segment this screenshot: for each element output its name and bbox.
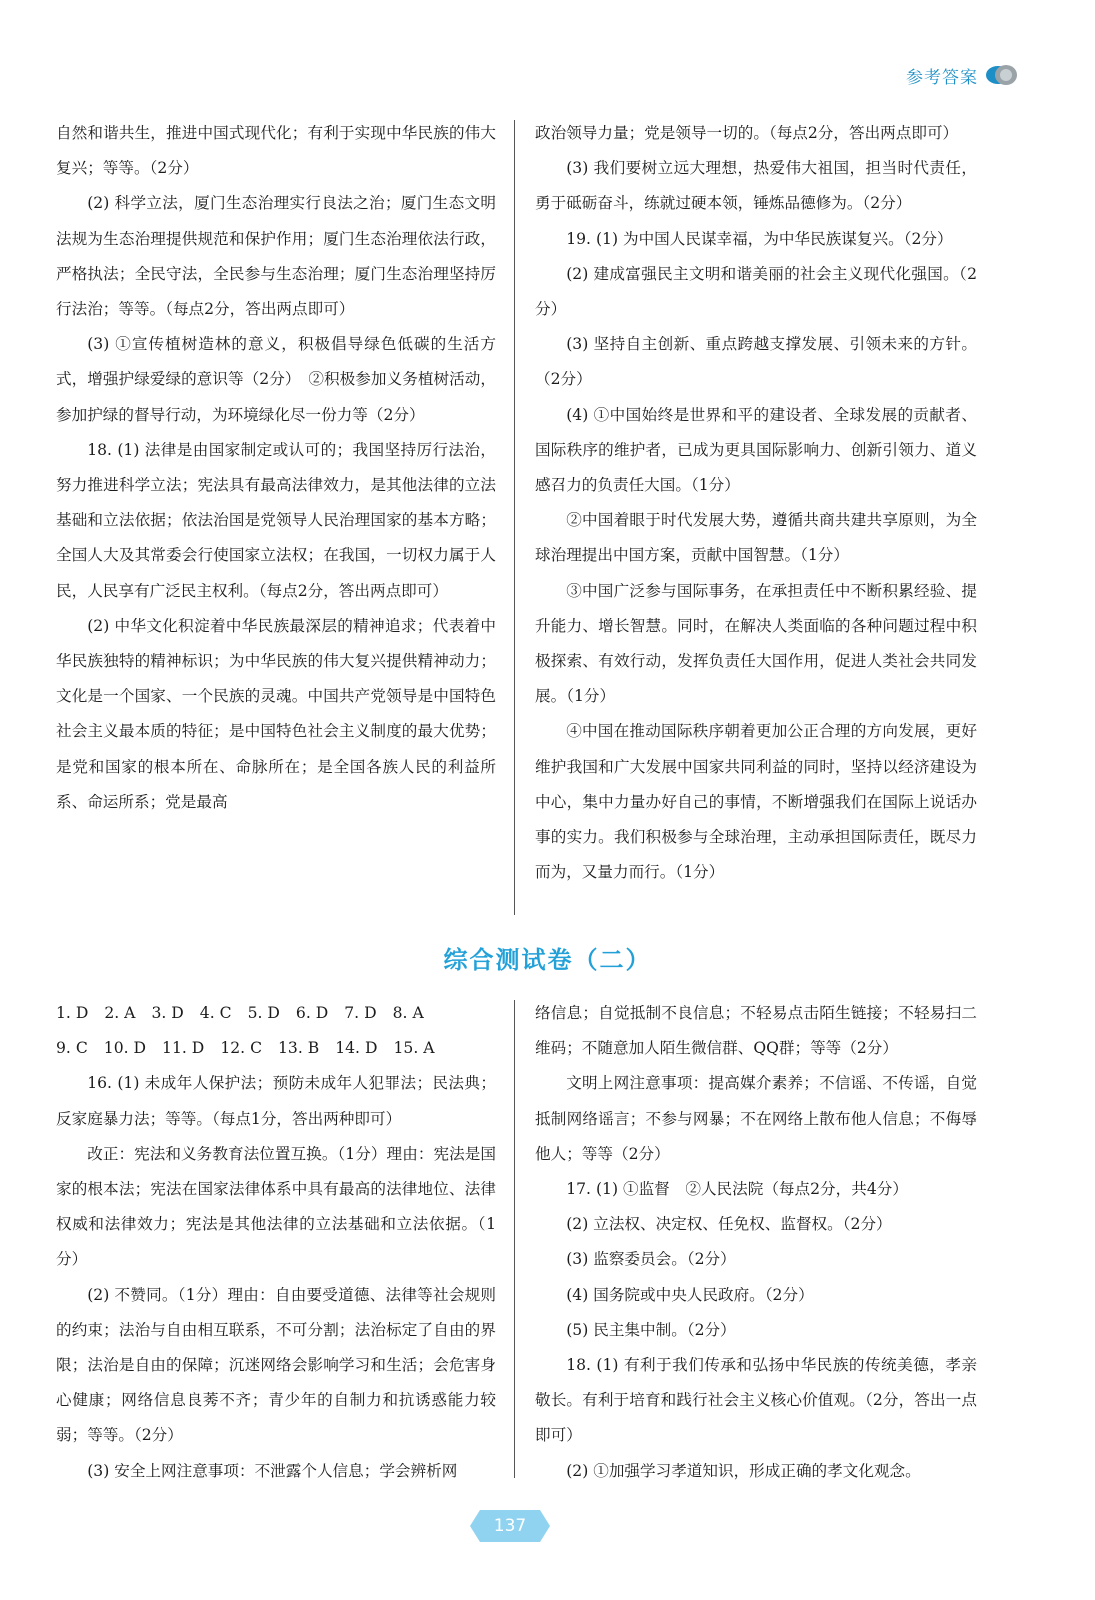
- header-title: 参考答案: [906, 67, 978, 88]
- answer-paragraph: ②中国着眼于时代发展大势，遵循共商共建共享原则，为全球治理提出中国方案，贡献中国智慧。（1分）: [535, 511, 977, 565]
- test2-column-left: [56, 996, 496, 1489]
- mcq-answer: 8. A: [392, 1004, 424, 1022]
- page-header: [906, 62, 1020, 88]
- answer-paragraph: (2) 建成富强民主文明和谐美丽的社会主义现代化强国。（2分）: [535, 264, 977, 319]
- answer-paragraph: (3) ①宣传植树造林的意义，积极倡导绿色低碳的生活方式，增强护绿爱绿的意识等（2分） ②积极参加义务植树活动，参加护绿的督导行动，为环境绿化尽一份力等（2分）: [56, 335, 496, 424]
- answer-paragraph: ③中国广泛参与国际事务，在承担责任中不断积累经验、提升能力、增长智慧。同时，在解决人类面临的各种问题过程中积极探索、有效行动，发挥负责任大国作用，促进人类社会共同发展。（1分）: [535, 581, 977, 706]
- mcq-answers-row: [56, 1031, 496, 1066]
- column-divider: [514, 120, 515, 915]
- answer-paragraph: (3) 安全上网注意事项：不泄露个人信息；学会辨析网: [87, 1461, 458, 1480]
- mcq-answer: 6. D: [295, 1004, 329, 1022]
- answer-paragraph: (2) 不赞同。（1分）理由：自由要受道德、法律等社会规则的约束；法治与自由相互联系，不可分割；法治标定了自由的界限；法治是自由的保障；沉迷网络会影响学习和生活；会危害身心健康；网络信息良莠不齐；青少年的自制力和抗诱惑能力较弱；等等。（2分）: [56, 1285, 496, 1445]
- answer-paragraph: 改正：宪法和义务教育法位置互换。（1分）理由：宪法是国家的根本法；宪法在国家法律体系中具有最高的法律地位、法律权威和法律效力；宪法是其他法律的立法基础和立法依据。（1分）: [56, 1144, 496, 1269]
- answer-paragraph: 文明上网注意事项：提高媒介素养；不信谣、不传谣，自觉抵制网络谣言；不参与网暴；不在网络上散布他人信息；不侮辱他人；等等（2分）: [535, 1074, 977, 1163]
- answer-paragraph: 18. (1) 法律是由国家制定或认可的；我国坚持厉行法治，努力推进科学立法；宪法具有最高法律效力，是其他法律的立法基础和立法依据；依法治国是党领导人民治理国家的基本方略；全国人大及其常委会行使国家立法权；在我国，一切权力属于人民，人民享有广泛民主权利。（每点2分，答出两点即可）: [56, 440, 496, 600]
- section-title: 综合测试卷（二）: [443, 946, 652, 974]
- answer-paragraph: 18. (1) 有利于我们传承和弘扬中华民族的传统美德，孝亲敬长。有利于培育和践行社会主义核心价值观。（2分，答出一点即可）: [535, 1356, 977, 1445]
- column-divider: [514, 1000, 515, 1478]
- answer-paragraph: (3) 监察委员会。（2分）: [566, 1250, 736, 1269]
- answer-paragraph: (2) ①加强学习孝道知识，形成正确的孝文化观念。: [566, 1461, 921, 1480]
- mcq-answer: 5. D: [247, 1004, 280, 1022]
- mcq-answer: 11. D: [162, 1039, 205, 1058]
- answer-paragraph: 19. (1) 为中国人民谋幸福，为中华民族谋复兴。（2分）: [566, 229, 953, 248]
- mcq-answer: 15. A: [393, 1039, 435, 1058]
- answer-paragraph: 自然和谐共生，推进中国式现代化；有利于实现中华民族的伟大复兴；等等。（2分）: [56, 124, 496, 178]
- mcq-answer: 4. C: [199, 1004, 232, 1022]
- answer-paragraph: (2) 中华文化积淀着中华民族最深层的精神追求；代表着中华民族独特的精神标识；为中华民族的伟大复兴提供精神动力；文化是一个国家、一个民族的灵魂。中国共产党领导是中国特色社会主义最本质的特征；是中国特色社会主义制度的最大优势；是党和国家的根本所在、命脉所在；是全国各族人民的利益所系、命运所系；党是最高: [56, 616, 496, 811]
- mcq-answer: 12. C: [220, 1039, 262, 1058]
- mcq-answer: 2. A: [104, 1004, 136, 1022]
- mcq-answer: 7. D: [344, 1004, 377, 1022]
- mcq-answer: 3. D: [151, 1004, 184, 1022]
- mcq-answer: 14. D: [335, 1039, 378, 1058]
- answer-paragraph: (2) 科学立法，厦门生态治理实行良法之治；厦门生态文明法规为生态治理提供规范和保护作用；厦门生态治理依法行政，严格执法；全民守法，全民参与生态治理；厦门生态治理坚持厉行法治；等等。（每点2分，答出两点即可）: [56, 194, 496, 319]
- page-number-badge: [470, 1510, 550, 1542]
- answers-column-right: [535, 116, 977, 890]
- mcq-answer: 13. B: [278, 1039, 320, 1058]
- answer-paragraph: (4) ①中国始终是世界和平的建设者、全球发展的贡献者、国际秩序的维护者，已成为更具国际影响力、创新引领力、道义感召力的负责任大国。（1分）: [535, 405, 977, 495]
- answer-leaf-icon: [984, 62, 1020, 88]
- answer-paragraph: (2) 立法权、决定权、任免权、监督权。（2分）: [566, 1215, 892, 1234]
- mcq-answer: 10. D: [103, 1039, 147, 1058]
- page-number: 137: [493, 1516, 527, 1536]
- answer-paragraph: ④中国在推动国际秩序朝着更加公正合理的方向发展，更好维护我国和广大发展中国家共同利益的同时，坚持以经济建设为中心，集中力量办好自己的事情，不断增强我们在国际上说话办事的实力。我们积极参与全球治理，主动承担国际责任，既尽力而为，又量力而行。（1分）: [535, 722, 977, 882]
- answers-column-left: [56, 116, 496, 820]
- mcq-answer: 9. C: [56, 1039, 88, 1058]
- answer-paragraph: 政治领导力量；党是领导一切的。（每点2分，答出两点即可）: [535, 124, 959, 142]
- answer-paragraph: (3) 我们要树立远大理想，热爱伟大祖国，担当时代责任，勇于砥砺奋斗，练就过硬本领，锤炼品德修为。（2分）: [535, 159, 977, 213]
- mcq-answers-row: [56, 996, 496, 1031]
- answer-paragraph: 17. (1) ①监督 ②人民法院（每点2分，共4分）: [566, 1180, 908, 1199]
- answer-paragraph: 16. (1) 未成年人保护法；预防未成年人犯罪法；民法典；反家庭暴力法；等等。（每点1分，答出两种即可）: [56, 1074, 496, 1128]
- mcq-answer: 1. D: [56, 1004, 89, 1022]
- answer-paragraph: (3) 坚持自主创新、重点跨越支撑发展、引领未来的方针。（2分）: [535, 335, 977, 389]
- test2-column-right: [535, 996, 977, 1489]
- answer-paragraph: 络信息；自觉抵制不良信息；不轻易点击陌生链接；不轻易扫二维码；不随意加人陌生微信群、QQ群；等等（2分）: [535, 1004, 977, 1058]
- answer-paragraph: (4) 国务院或中央人民政府。（2分）: [566, 1285, 814, 1304]
- answer-paragraph: (5) 民主集中制。（2分）: [566, 1320, 736, 1339]
